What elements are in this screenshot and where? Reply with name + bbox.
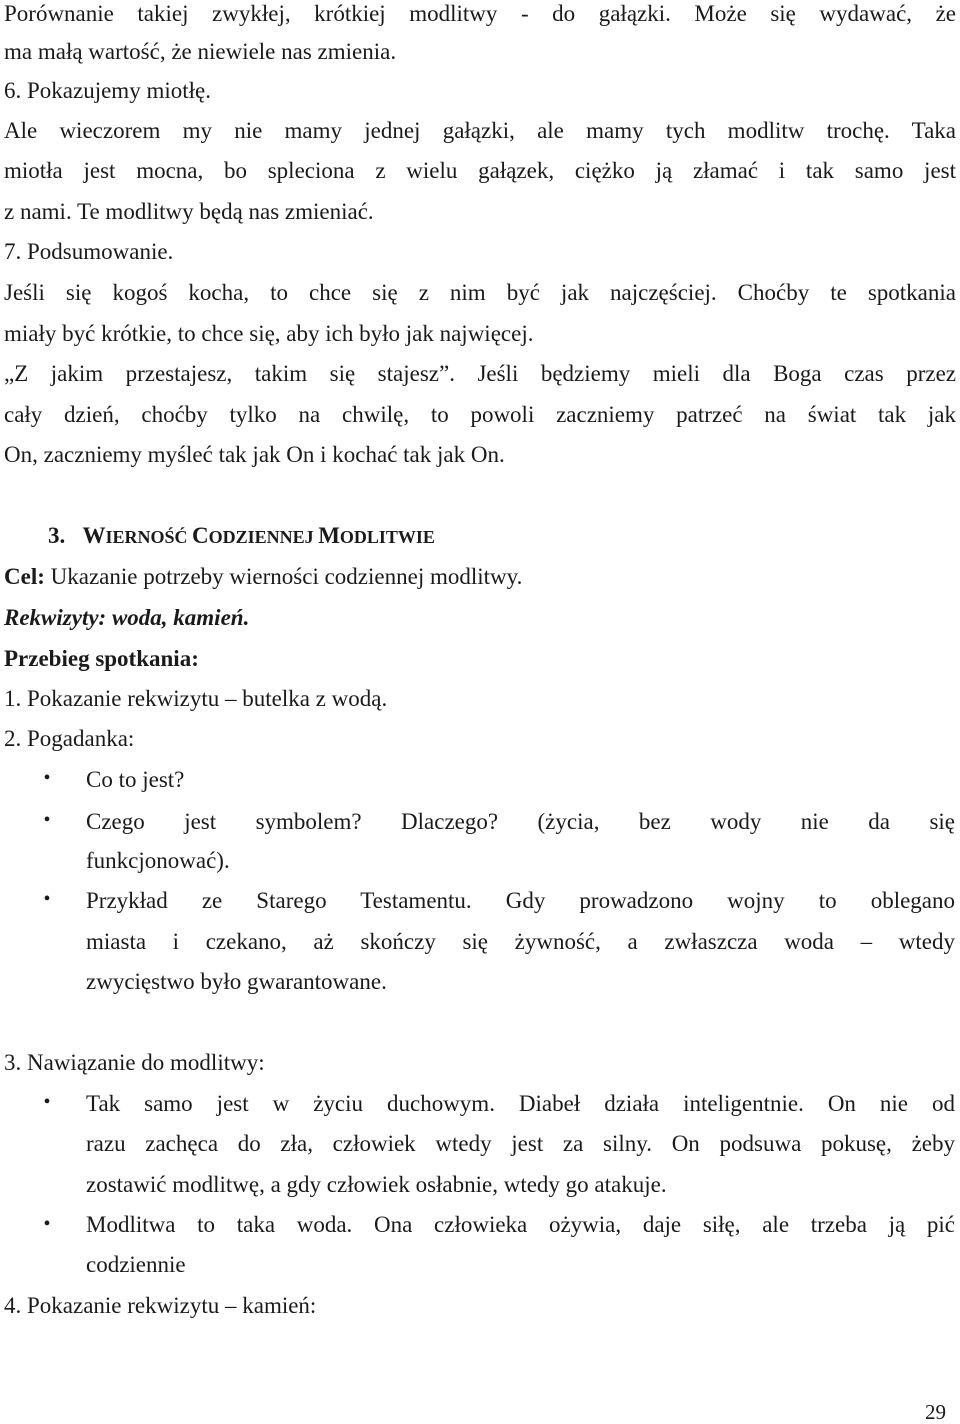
bullet-text: Tak samo jest w życiu duchowym. Diabeł działa inteligentnie. On nie od <box>86 1091 955 1116</box>
step-1: 1. Pokazanie rekwizytu – butelka z wodą. <box>4 686 388 711</box>
text-line: 7. Podsumowanie. <box>4 239 174 264</box>
goal-text: Ukazanie potrzeby wierności codziennej modlitwy. <box>44 564 523 589</box>
text-line: Ale wieczorem my nie mamy jednej gałązki, ale mamy tych modlitw trochę. Taka <box>4 118 956 143</box>
bullet-icon: • <box>43 809 51 831</box>
text-line: „Z jakim przestajesz, takim się stajesz”. Jeśli będziemy mieli dla Boga czas przez <box>4 361 956 386</box>
props-line: Rekwizyty: woda, kamień. <box>4 605 250 630</box>
text-line: On, zaczniemy myśleć tak jak On i kochać tak jak On. <box>4 442 505 467</box>
step-3: 3. Nawiązanie do modlitwy: <box>4 1050 265 1075</box>
section-title-part: C <box>192 523 209 548</box>
bullet-icon: • <box>43 888 51 910</box>
bullet-text: codziennie <box>86 1252 186 1277</box>
bullet-text: Przykład ze Starego Testamentu. Gdy prowadzono wojny to oblegano <box>86 888 955 913</box>
section-title-part: IERNOŚĆ <box>105 527 193 547</box>
bullet-text: funkcjonować). <box>86 848 230 873</box>
bullet-icon: • <box>43 1091 51 1113</box>
text-line: miały być krótkie, to chce się, aby ich było jak najwięcej. <box>4 321 534 346</box>
section-title-part: ODZIENNEJ <box>208 527 319 547</box>
bullet-text: Co to jest? <box>86 767 185 792</box>
section-title-part: W <box>82 523 106 548</box>
bullet-text: miasta i czekano, aż skończy się żywność, a zwłaszcza woda – wtedy <box>86 929 955 954</box>
bullet-text: Czego jest symbolem? Dlaczego? (życia, bez wody nie da się <box>86 809 955 834</box>
text-line: Porównanie takiej zwykłej, krótkiej modlitwy - do gałązki. Może się wydawać, że <box>4 1 956 26</box>
text-line: 6. Pokazujemy miotłę. <box>4 78 211 103</box>
text-line: Jeśli się kogoś kocha, to chce się z nim być jak najczęściej. Choćby te spotkania <box>4 280 956 305</box>
course-label: Przebieg spotkania: <box>4 646 199 671</box>
section-heading <box>48 522 435 551</box>
bullet-text: zwycięstwo było gwarantowane. <box>86 969 387 994</box>
goal-label: Cel: <box>4 564 45 589</box>
bullet-icon: • <box>43 767 51 789</box>
text-line: miotła jest mocna, bo spleciona z wielu gałązek, ciężko ją złamać i tak samo jest <box>4 158 956 183</box>
bullet-text: zostawić modlitwę, a gdy człowiek osłabnie, wtedy go atakuje. <box>86 1172 667 1197</box>
section-title-part: ODLITWIE <box>339 527 435 547</box>
page-number: 29 <box>925 1400 946 1424</box>
text-line: ma małą wartość, że niewiele nas zmienia. <box>4 39 397 64</box>
goal-line <box>4 563 956 591</box>
bullet-text: razu zachęca do zła, człowiek wtedy jest za silny. On podsuwa pokusę, żeby <box>86 1131 955 1156</box>
section-number: 3. <box>48 523 66 548</box>
text-line: cały dzień, choćby tylko na chwilę, to powoli zaczniemy patrzeć na świat tak jak <box>4 402 956 427</box>
step-4: 4. Pokazanie rekwizytu – kamień: <box>4 1293 317 1318</box>
bullet-icon: • <box>43 1213 51 1235</box>
text-line: z nami. Te modlitwy będą nas zmieniać. <box>4 199 374 224</box>
step-2: 2. Pogadanka: <box>4 726 135 751</box>
section-title-part: M <box>318 523 340 548</box>
bullet-text: Modlitwa to taka woda. Ona człowieka ożywia, daje siłę, ale trzeba ją pić <box>86 1212 955 1237</box>
